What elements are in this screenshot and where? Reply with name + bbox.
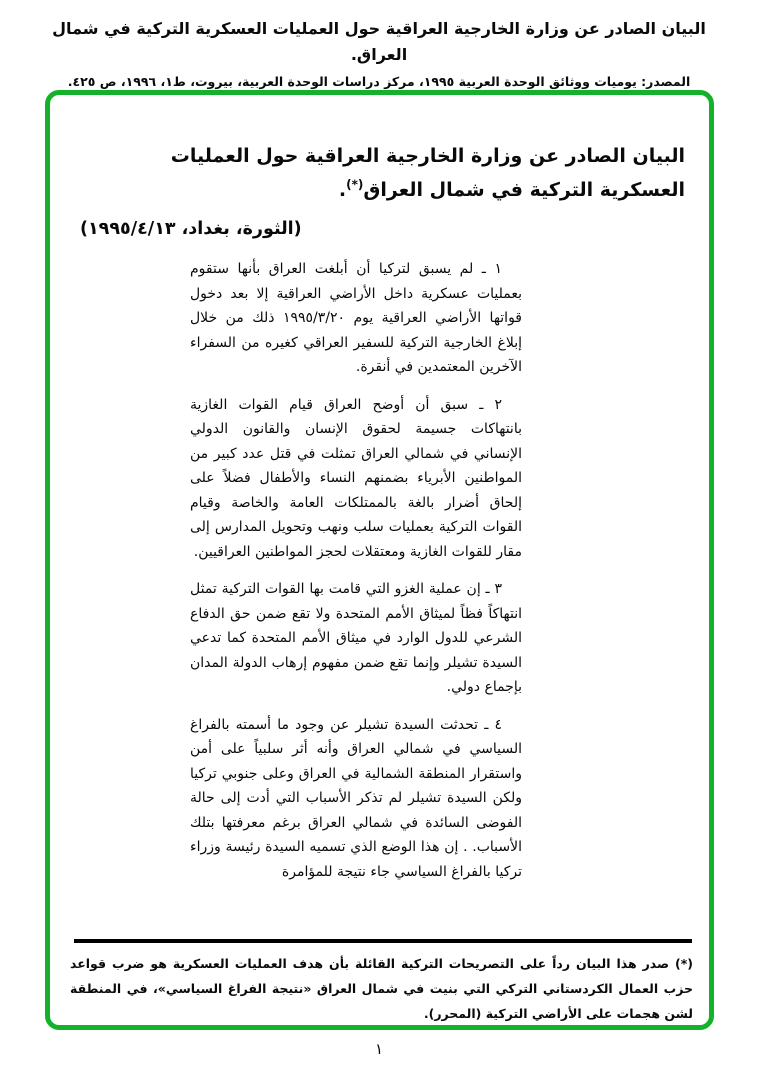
paragraph-4: ٤ ـ تحدثت السيدة تشيلر عن وجود ما أسمته بالفراغ السياسي في شمالي العراق وأنه أثر سلبياً على أمن واستقرار المنطقة الشمالية في العراق وعلى جنوبي تركيا ولكن السيدة تشيلر لم تذكر الأسباب التي أدت إلى حالة الفوضى السائدة في شمالي العراق برغم معرفتها بتلك الأسباب. . إن هذا الوضع الذي تسميه السيدة رئيسة وزراء تركيا بالفراغ السياسي جاء نتيجة للمؤامرة [190, 716, 522, 880]
document-body [190, 257, 522, 897]
document-title [84, 139, 685, 207]
header-title: البيان الصادر عن وزارة الخارجية العراقية حول العمليات العسكرية التركية في شمال العراق. [52, 19, 706, 64]
dateline: (الثورة، بغداد، ١٩٩٥/٤/١٣) [80, 219, 302, 239]
document-frame [45, 90, 714, 1030]
page-header [0, 16, 758, 93]
page-number: ١ [374, 1040, 384, 1058]
header-source-citation: المصدر: يوميات ووثائق الوحدة العربية ١٩٩٥، مركز دراسات الوحدة العربية، بيروت، ط١، ١٩٩٦، ص ٤٢٥. [67, 74, 691, 89]
footnote-text: (*) صدر هذا البيان رداً على التصريحات التركية القائلة بأن هدف العمليات العسكرية هو ضرب قواعد حزب العمال الكردستاني التركي التي بنيت في شمال العراق «نتيجة الفراغ السياسي»، في المنطقة لشن هجمات على الأراضي التركية (المحرر). [70, 956, 693, 1021]
paragraph-2: ٢ ـ سبق أن أوضح العراق قيام القوات الغازية بانتهاكات جسيمة لحقوق الإنسان والقانون الدولي الإنساني في شمالي العراق تمثلت في قتل عدد كبير من المواطنين الأبرياء بضمنهم النساء والأطفال فضلاً على إلحاق أضرار بالغة بالممتلكات العامة والخاصة وقيام القوات التركية بعمليات سلب ونهب وتحويل المدارس إلى مقار للقوات الغازية ومعتقلات لحجز المواطنين العراقيين. [190, 396, 522, 560]
title-period: . [338, 179, 347, 201]
title-footnote-marker: (*) [346, 177, 364, 192]
document-title-text: البيان الصادر عن وزارة الخارجية العراقية حول العمليات العسكرية التركية في شمال العراق [170, 145, 685, 201]
paragraph-3: ٣ ـ إن عملية الغزو التي قامت بها القوات التركية تمثل انتهاكاً فظاً لميثاق الأمم المتحدة ولا تقع ضمن حق الدفاع الشرعي للدول الوارد في ميثاق الأمم المتحدة كما تدعي السيدة تشيلر وإنما تقع ضمن مفهوم إرهاب الدولة المدان بإجماع دولي. [190, 581, 522, 695]
footnote-separator [74, 939, 692, 943]
paragraph-1: ١ ـ لم يسبق لتركيا أن أبلغت العراق بأنها ستقوم بعمليات عسكرية داخل الأراضي العراقية إلا بعد دخول قواتها الأراضي العراقية يوم ١٩٩٥/٣/٢٠ ذلك من خلال إبلاغ الخارجية التركية للسفير العراقي كغيره من السفراء الآخرين المعتمدين في أنقرة. [190, 261, 522, 375]
